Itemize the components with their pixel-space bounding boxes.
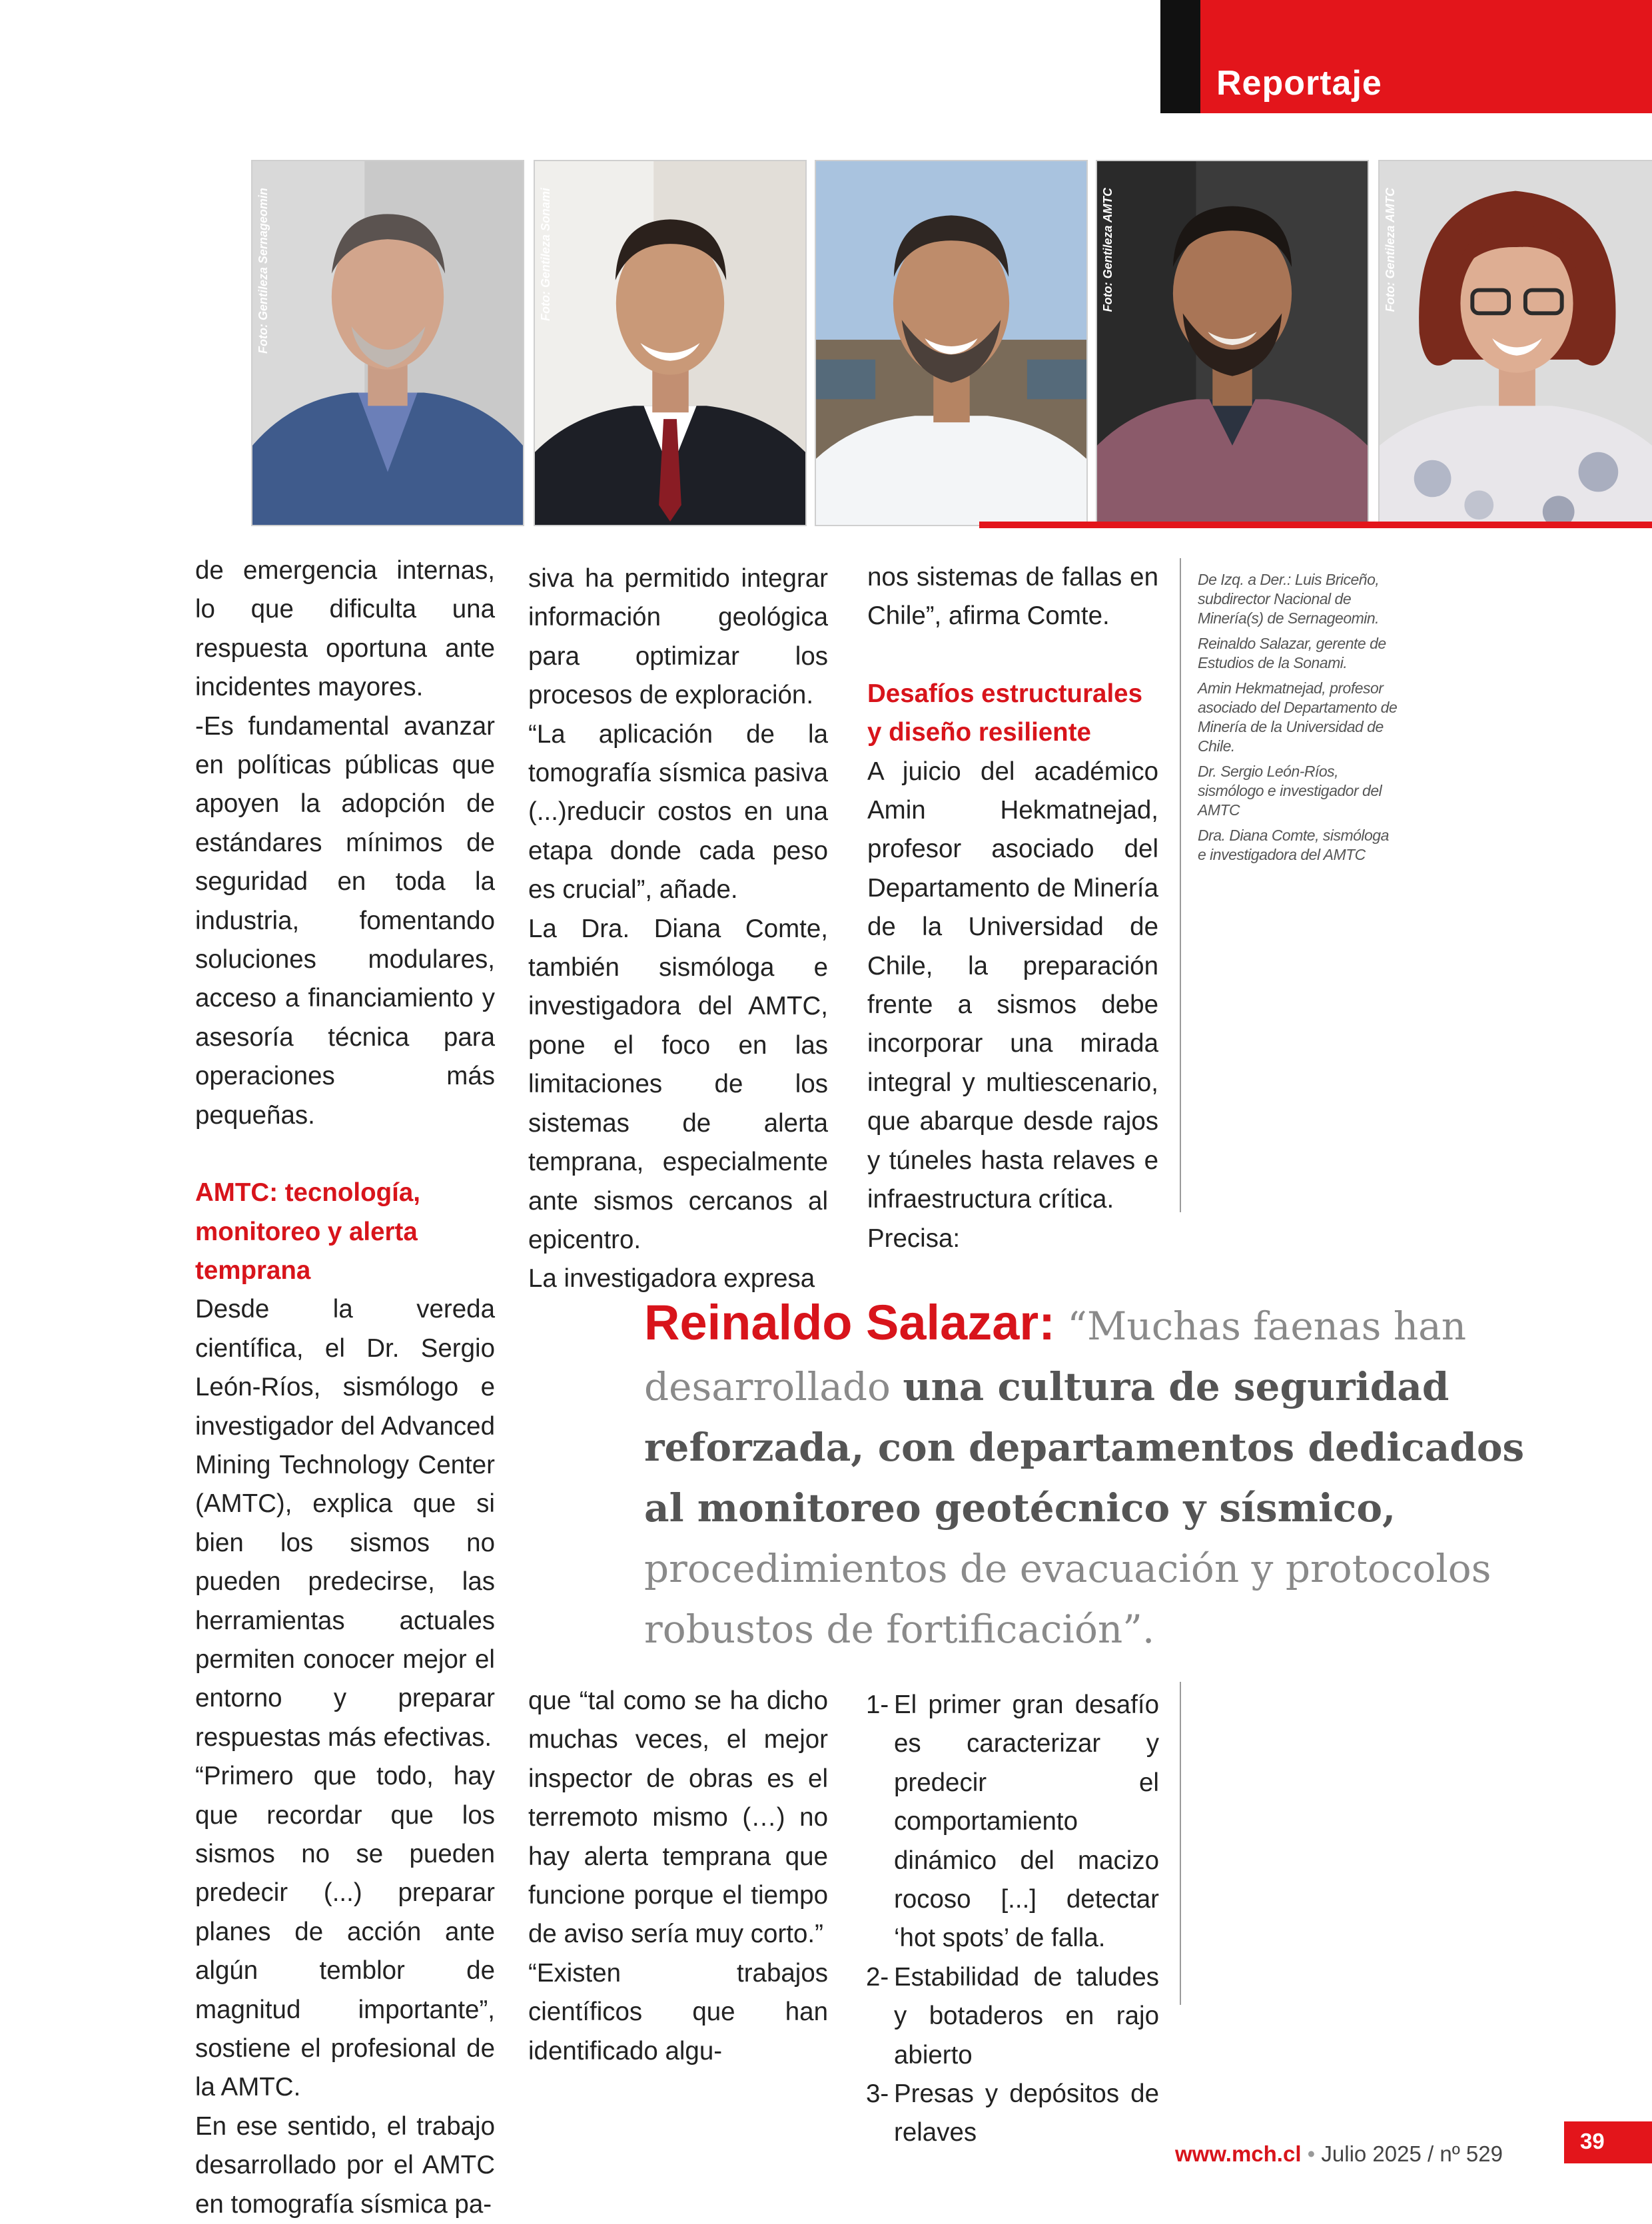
photo-credit: Foto: Gentileza AMTC [1101, 188, 1114, 312]
subheading: Desafíos estructurales y diseño resiliente [867, 679, 1142, 747]
paragraph: “Primero que todo, hay que recordar que los sismos no se pueden predecir (...) preparar planes de acción ante algún temblor de magnitud importante”, sostiene el profesional de la AMTC. [195, 1762, 495, 2102]
caption-line: Dra. Diana Comte, sismóloga e investigadora del AMTC [1198, 827, 1389, 863]
page-number: 39 [1580, 2129, 1605, 2153]
photo-luis-briceno [251, 160, 524, 526]
list-item [866, 1958, 1159, 2075]
red-rule [979, 522, 1652, 528]
paragraph: que “tal como se ha dicho muchas veces, el mejor inspector de obras es el terremoto mismo (…) no hay alerta temprana que funcione porque el tiempo de aviso sería muy corto.” [528, 1686, 828, 1949]
page-number-box [1564, 2121, 1652, 2163]
challenges-list [866, 1686, 1159, 2153]
photo-credit: Foto: Gentileza Sonami [539, 188, 552, 322]
list-number: 3- [866, 2079, 889, 2109]
section-label: Reportaje [1216, 64, 1382, 103]
paragraph: Desde la vereda científica, el Dr. Sergio León-Ríos, sismólogo e investigador del Advanced Mining Technology Center (AMTC), explica que si bien los sismos no pueden predecirse, las herramientas actuales permiten conocer mejor el entorno y preparar respuestas más efectivas. [195, 1295, 495, 1752]
paragraph: “La aplicación de la tomografía sísmica pasiva (...)reducir costos en una etapa donde cada peso es crucial”, añade. [528, 719, 828, 905]
caption-line: De Izq. a Der.: Luis Briceño, subdirector Nacional de Minería(s) de Sernageomin. [1198, 571, 1380, 627]
photo-caption [1198, 570, 1398, 871]
column-2-lower [528, 1682, 828, 2071]
quote-text: “Muchas faenas han desarrollado [644, 1303, 1467, 1409]
caption-line: Amin Hekmatnejad, profesor asociado del Departamento de Minería de la Universidad de Chile. [1198, 679, 1398, 755]
portrait-image [535, 161, 805, 525]
portrait-image [816, 161, 1086, 525]
photo-amin-hekmatnejad [815, 160, 1088, 526]
paragraph: Precisa: [867, 1224, 961, 1253]
photo-sergio-leon-rios [1096, 160, 1369, 526]
caption-line: Dr. Sergio León-Ríos, sismólogo e investigador del AMTC [1198, 763, 1382, 819]
paragraph: -Es fundamental avanzar en políticas públicas que apoyen la adopción de estándares mínimos de seguridad en toda la industria, fomentando soluciones modulares, acceso a financiamiento y asesoría técnica para operaciones más pequeñas. [195, 711, 495, 1130]
issue-info: Julio 2025 / nº 529 [1321, 2141, 1503, 2166]
list-number: 1- [866, 1690, 889, 1719]
portrait-image [1097, 161, 1368, 525]
column-1 [195, 552, 495, 2224]
paragraph: “Existen trabajos científicos que han identificado algu- [528, 1958, 828, 2065]
list-item [866, 1686, 1159, 1958]
photo-credit: Foto: Gentileza Sernageomin [256, 188, 270, 354]
paragraph: de emergencia internas, lo que dificulta una respuesta oportuna ante incidentes mayores. [195, 556, 495, 702]
site-url[interactable]: www.mch.cl [1175, 2141, 1302, 2166]
column-divider [1180, 1682, 1181, 2005]
paragraph: A juicio del académico Amin Hekmatnejad, profesor asociado del Departamento de Minería de la Universidad de Chile, la preparación frente a sismos debe incorporar una mirada integral y multiescenario, que abarque desde rajos y túneles hasta relaves e infraestructura crítica. [867, 757, 1158, 1214]
footer [1175, 2141, 1503, 2167]
paragraph: En ese sentido, el trabajo desarrollado por el AMTC en tomografía sísmica pa- [195, 2111, 495, 2219]
column-2 [528, 559, 828, 1299]
paragraph: La investigadora expresa [528, 1264, 815, 1294]
list-text: Estabilidad de taludes y botaderos en rajo abierto [894, 1962, 1159, 2069]
header-black-bar [1160, 0, 1200, 113]
quote-emphasis: una cultura de seguridad reforzada, con departamentos dedicados al monitoreo geotécnico y sísmico, [644, 1364, 1525, 1531]
photo-reinaldo-salazar [534, 160, 807, 526]
photo-diana-comte [1378, 160, 1652, 526]
paragraph: La Dra. Diana Comte, también sismóloga e investigadora del AMTC, pone el foco en las limitaciones de los sistemas de alerta temprana, especialmente ante sismos cercanos al epicentro. [528, 914, 828, 1254]
list-text: El primer gran desafío es caracterizar y predecir el comportamiento dinámico del macizo rocoso [...] detectar ‘hot spots’ de falla. [894, 1690, 1159, 1953]
portrait-image [252, 161, 523, 525]
paragraph: siva ha permitido integrar información geológica para optimizar los procesos de exploración. [528, 564, 828, 710]
photo-credit: Foto: Gentileza AMTC [1384, 188, 1397, 312]
caption-line: Reinaldo Salazar, gerente de Estudios de la Sonami. [1198, 635, 1386, 671]
column-3 [867, 558, 1158, 1258]
column-divider [1180, 558, 1181, 1212]
quote-text: procedimientos de evacuación y protocolos robustos de fortificación”. [644, 1546, 1491, 1652]
paragraph: nos sistemas de fallas en Chile”, afirma Comte. [867, 563, 1158, 631]
portrait-image [1380, 161, 1652, 525]
subheading: AMTC: tecnología, monitoreo y alerta temprana [195, 1178, 420, 1285]
list-number: 2- [866, 1962, 889, 1992]
list-item [866, 2075, 1159, 2153]
list-text: Presas y depósitos de relaves [894, 2079, 1159, 2147]
pull-quote [644, 1292, 1537, 1660]
quote-speaker: Reinaldo Salazar: [644, 1295, 1055, 1350]
footer-separator: • [1301, 2141, 1322, 2166]
photo-strip [251, 160, 1652, 526]
